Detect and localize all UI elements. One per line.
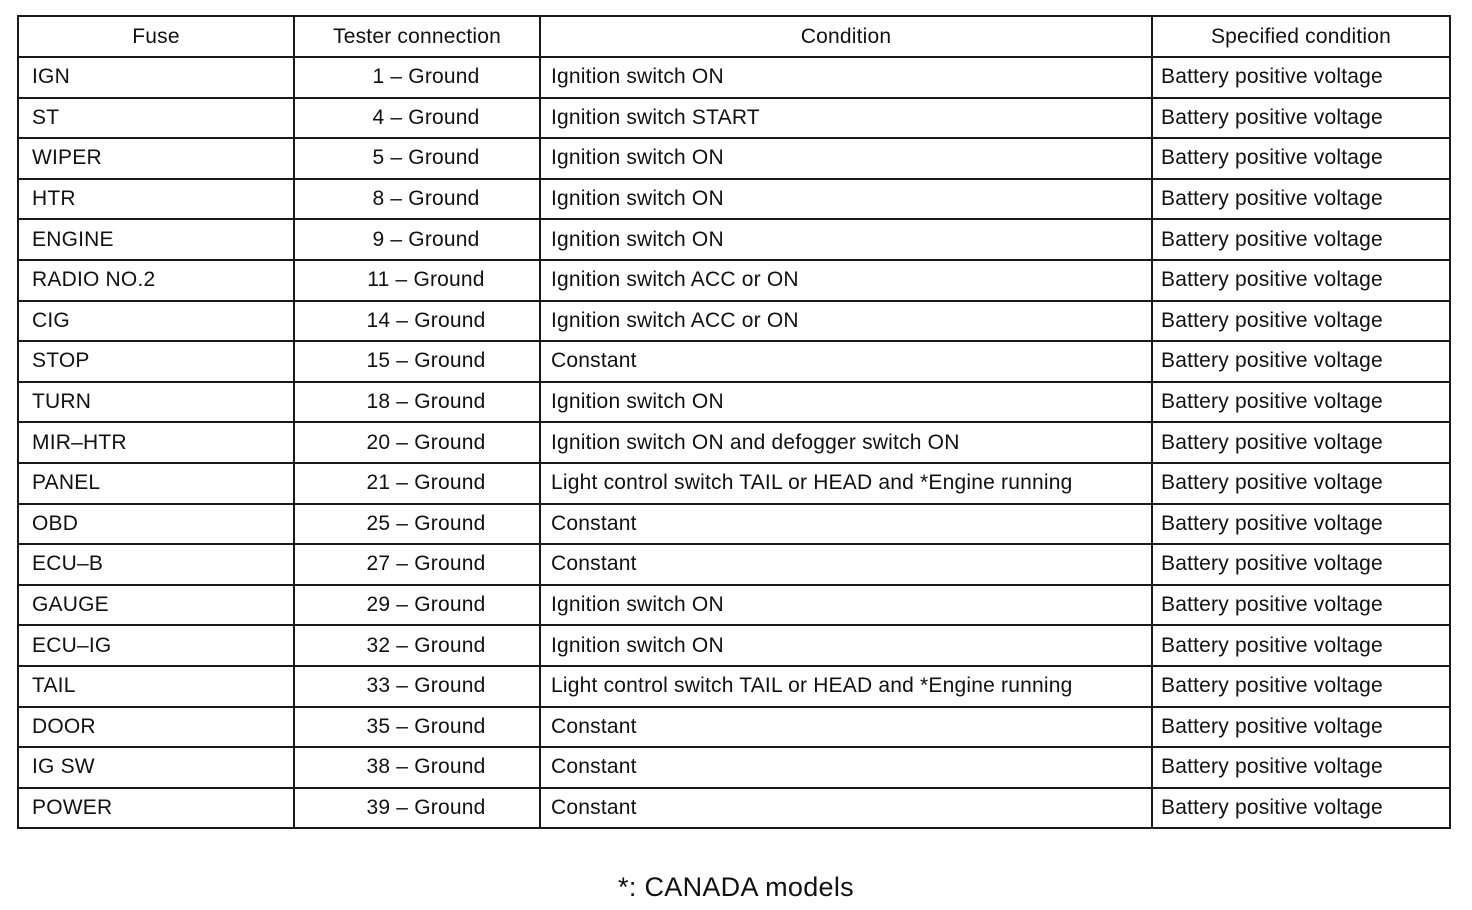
cell-specified-condition: Battery positive voltage (1152, 544, 1450, 585)
table-row (18, 341, 1450, 382)
cell-fuse: ECU–IG (18, 625, 294, 666)
cell-tester-connection: 8 – Ground (294, 179, 540, 220)
cell-fuse: PANEL (18, 463, 294, 504)
cell-fuse: RADIO NO.2 (18, 260, 294, 301)
cell-tester-connection: 29 – Ground (294, 585, 540, 626)
cell-fuse: OBD (18, 504, 294, 545)
cell-specified-condition: Battery positive voltage (1152, 98, 1450, 139)
cell-fuse: STOP (18, 341, 294, 382)
cell-condition: Ignition switch ON (540, 138, 1152, 179)
cell-tester-connection: 9 – Ground (294, 219, 540, 260)
cell-fuse: IGN (18, 57, 294, 98)
cell-fuse: POWER (18, 788, 294, 829)
header-specified-condition: Specified condition (1152, 16, 1450, 57)
table-row (18, 707, 1450, 748)
cell-tester-connection: 38 – Ground (294, 747, 540, 788)
table-row (18, 544, 1450, 585)
cell-fuse: ENGINE (18, 219, 294, 260)
cell-tester-connection: 25 – Ground (294, 504, 540, 545)
header-condition: Condition (540, 16, 1152, 57)
cell-condition: Constant (540, 707, 1152, 748)
cell-condition: Ignition switch ACC or ON (540, 301, 1152, 342)
fuse-inspection-table (17, 15, 1451, 829)
table-row (18, 625, 1450, 666)
cell-condition: Ignition switch ON (540, 585, 1152, 626)
cell-specified-condition: Battery positive voltage (1152, 382, 1450, 423)
table-header-row (18, 16, 1450, 57)
cell-specified-condition: Battery positive voltage (1152, 57, 1450, 98)
cell-condition: Ignition switch ON (540, 219, 1152, 260)
cell-condition: Ignition switch ON and defogger switch ON (540, 422, 1152, 463)
cell-specified-condition: Battery positive voltage (1152, 422, 1450, 463)
cell-condition: Light control switch TAIL or HEAD and *Engine running (540, 463, 1152, 504)
cell-tester-connection: 27 – Ground (294, 544, 540, 585)
table-row (18, 747, 1450, 788)
footnote-canada-models: *: CANADA models (618, 872, 854, 902)
cell-fuse: GAUGE (18, 585, 294, 626)
table-row (18, 219, 1450, 260)
cell-condition: Constant (540, 747, 1152, 788)
table-row (18, 98, 1450, 139)
cell-fuse: CIG (18, 301, 294, 342)
table-row (18, 422, 1450, 463)
cell-specified-condition: Battery positive voltage (1152, 138, 1450, 179)
cell-specified-condition: Battery positive voltage (1152, 747, 1450, 788)
cell-specified-condition: Battery positive voltage (1152, 666, 1450, 707)
cell-specified-condition: Battery positive voltage (1152, 585, 1450, 626)
table-row (18, 504, 1450, 545)
cell-condition: Constant (540, 544, 1152, 585)
table-row (18, 138, 1450, 179)
cell-fuse: HTR (18, 179, 294, 220)
fuse-inspection-table-wrapper (17, 15, 1449, 829)
cell-specified-condition: Battery positive voltage (1152, 463, 1450, 504)
table-row (18, 57, 1450, 98)
cell-condition: Ignition switch ACC or ON (540, 260, 1152, 301)
cell-condition: Constant (540, 341, 1152, 382)
cell-fuse: ST (18, 98, 294, 139)
header-fuse: Fuse (18, 16, 294, 57)
cell-fuse: IG SW (18, 747, 294, 788)
cell-tester-connection: 1 – Ground (294, 57, 540, 98)
cell-fuse: WIPER (18, 138, 294, 179)
table-row (18, 382, 1450, 423)
cell-condition: Ignition switch ON (540, 625, 1152, 666)
table-row (18, 666, 1450, 707)
cell-fuse: DOOR (18, 707, 294, 748)
cell-condition: Ignition switch ON (540, 382, 1152, 423)
cell-tester-connection: 20 – Ground (294, 422, 540, 463)
cell-fuse: TAIL (18, 666, 294, 707)
header-tester-connection: Tester connection (294, 16, 540, 57)
cell-specified-condition: Battery positive voltage (1152, 625, 1450, 666)
cell-specified-condition: Battery positive voltage (1152, 341, 1450, 382)
cell-specified-condition: Battery positive voltage (1152, 179, 1450, 220)
cell-condition: Ignition switch ON (540, 57, 1152, 98)
cell-tester-connection: 4 – Ground (294, 98, 540, 139)
cell-tester-connection: 14 – Ground (294, 301, 540, 342)
cell-condition: Constant (540, 788, 1152, 829)
table-row (18, 585, 1450, 626)
table-row (18, 260, 1450, 301)
cell-tester-connection: 18 – Ground (294, 382, 540, 423)
cell-specified-condition: Battery positive voltage (1152, 707, 1450, 748)
cell-tester-connection: 21 – Ground (294, 463, 540, 504)
cell-condition: Ignition switch START (540, 98, 1152, 139)
table-row (18, 463, 1450, 504)
cell-tester-connection: 33 – Ground (294, 666, 540, 707)
cell-tester-connection: 11 – Ground (294, 260, 540, 301)
cell-fuse: ECU–B (18, 544, 294, 585)
cell-specified-condition: Battery positive voltage (1152, 260, 1450, 301)
cell-specified-condition: Battery positive voltage (1152, 788, 1450, 829)
cell-specified-condition: Battery positive voltage (1152, 219, 1450, 260)
table-row (18, 301, 1450, 342)
cell-condition: Ignition switch ON (540, 179, 1152, 220)
cell-tester-connection: 39 – Ground (294, 788, 540, 829)
cell-tester-connection: 5 – Ground (294, 138, 540, 179)
table-row (18, 788, 1450, 829)
cell-condition: Constant (540, 504, 1152, 545)
table-body (18, 57, 1450, 828)
cell-specified-condition: Battery positive voltage (1152, 504, 1450, 545)
cell-fuse: TURN (18, 382, 294, 423)
cell-tester-connection: 35 – Ground (294, 707, 540, 748)
cell-fuse: MIR–HTR (18, 422, 294, 463)
table-row (18, 179, 1450, 220)
cell-tester-connection: 32 – Ground (294, 625, 540, 666)
cell-condition: Light control switch TAIL or HEAD and *Engine running (540, 666, 1152, 707)
cell-tester-connection: 15 – Ground (294, 341, 540, 382)
cell-specified-condition: Battery positive voltage (1152, 301, 1450, 342)
